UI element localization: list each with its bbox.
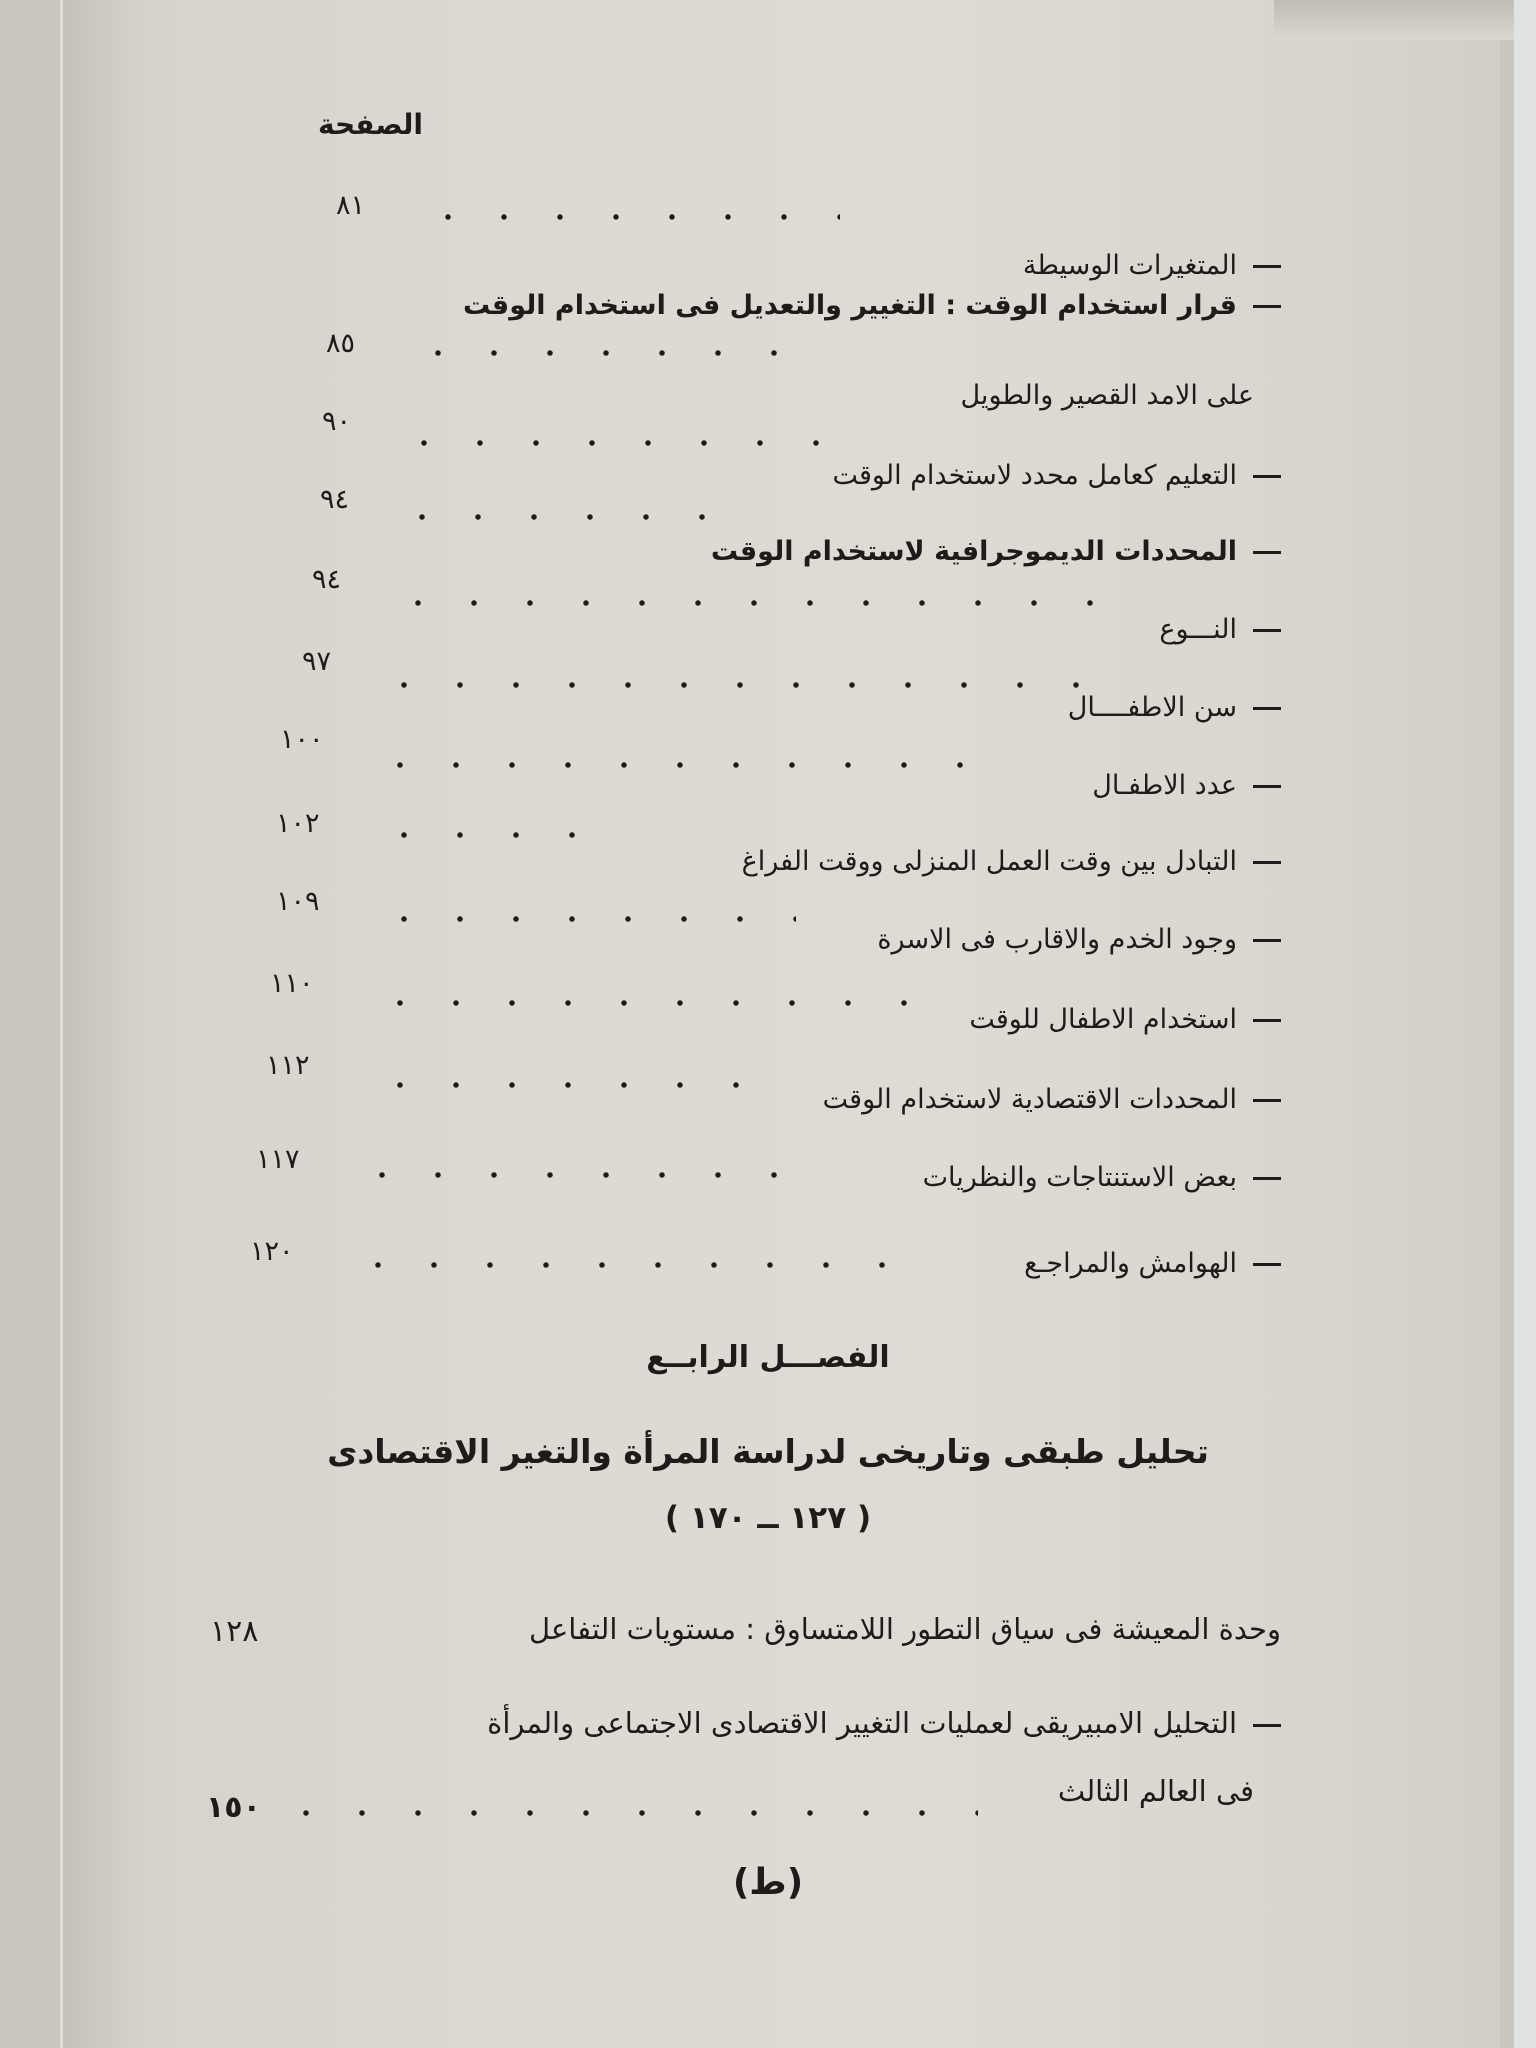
toc-entry-title: استخدام الاطفال للوقت xyxy=(969,1004,1281,1035)
dash-marker xyxy=(1253,707,1281,710)
toc-entry-title: وحدة المعيشة فى سياق التطور اللامتساوق : مستويات التفاعل xyxy=(529,1612,1281,1646)
page-folio: (ط) xyxy=(732,1862,804,1903)
toc-entry-title: سن الاطفــــال xyxy=(1068,692,1281,723)
toc-entry-title: المحددات الديموجرافية لاستخدام الوقت xyxy=(711,536,1281,567)
dotted-leader xyxy=(390,598,1130,608)
dash-marker xyxy=(1253,475,1281,478)
dash-marker xyxy=(1253,861,1281,864)
dash-marker xyxy=(1253,1724,1281,1727)
dotted-leader xyxy=(354,1170,794,1180)
toc-page-number: ٨٥ xyxy=(326,328,356,359)
page-corner-shadow xyxy=(1274,0,1514,40)
dotted-leader xyxy=(376,914,796,924)
toc-page-number: ٩٤ xyxy=(320,484,350,515)
dotted-leader xyxy=(350,1260,910,1270)
toc-entry-title: بعض الاستنتاجات والنظريات xyxy=(923,1162,1281,1193)
dotted-leader xyxy=(396,438,836,448)
page-fold-line xyxy=(60,0,63,2048)
toc-page-number: ١٠٢ xyxy=(276,808,320,839)
dash-marker xyxy=(1253,1099,1281,1102)
dash-marker xyxy=(1253,265,1281,268)
toc-entry-title: الهوامش والمراجـع xyxy=(1024,1248,1281,1279)
dotted-leader xyxy=(278,1808,978,1818)
dotted-leader xyxy=(420,212,840,222)
chapter-page-range: ( ١٢٧ ــ ١٧٠ ) xyxy=(664,1500,872,1536)
toc-page-number: ١١٧ xyxy=(256,1144,300,1175)
toc-entry-title: التبادل بين وقت العمل المنزلى ووقت الفراغ xyxy=(742,846,1281,877)
dash-marker xyxy=(1253,629,1281,632)
toc-entry-title: المحددات الاقتصادية لاستخدام الوقت xyxy=(823,1084,1281,1115)
dash-marker xyxy=(1253,939,1281,942)
chapter-title: تحليل طبقى وتاريخى لدراسة المرأة والتغير الاقتصادى xyxy=(327,1432,1209,1471)
toc-page-number: ١٢٠ xyxy=(250,1236,294,1267)
toc-entry-title: التعليم كعامل محدد لاستخدام الوقت xyxy=(833,460,1281,491)
dotted-leader xyxy=(394,512,734,522)
toc-entry-title-line1: قرار استخدام الوقت : التغيير والتعديل فى استخدام الوقت xyxy=(463,290,1281,321)
toc-entry-title: النـــوع xyxy=(1159,614,1281,645)
toc-page-number: ١١٠ xyxy=(270,968,314,999)
dash-marker xyxy=(1253,1019,1281,1022)
dotted-leader xyxy=(372,1080,762,1090)
toc-page-number: ٨١ xyxy=(336,190,366,221)
dash-marker xyxy=(1253,1263,1281,1266)
dash-marker xyxy=(1253,1177,1281,1180)
dotted-leader xyxy=(372,760,972,770)
dash-marker xyxy=(1253,551,1281,554)
chapter-label: الفصـــل الرابــع xyxy=(646,1340,890,1375)
toc-page-number: ٩٤ xyxy=(312,564,342,595)
toc-entry-title-line2: على الامد القصير والطويل xyxy=(960,380,1254,411)
dotted-leader xyxy=(372,998,922,1008)
dotted-leader xyxy=(410,348,800,358)
toc-entry-title-line2: فى العالم الثالث xyxy=(1057,1774,1254,1808)
background-edge xyxy=(1514,0,1536,2048)
toc-page-number: ١٠٩ xyxy=(276,886,320,917)
toc-page-number: ١٥٠ xyxy=(206,1790,261,1825)
toc-page-number: ٩٠ xyxy=(322,406,352,437)
toc-page-number: ١١٢ xyxy=(266,1050,310,1081)
dash-marker xyxy=(1253,785,1281,788)
toc-entry-title: عدد الاطفـال xyxy=(1092,770,1281,801)
dotted-leader xyxy=(376,680,1096,690)
dotted-leader xyxy=(376,830,606,840)
toc-page-number: ١٢٨ xyxy=(210,1614,259,1649)
toc-entry-title: المتغيرات الوسيطة xyxy=(1023,250,1281,281)
toc-page-number: ١٠٠ xyxy=(280,724,324,755)
dash-marker xyxy=(1253,305,1281,308)
toc-entry-title: وجود الخدم والاقارب فى الاسرة xyxy=(877,924,1281,955)
toc-page-number: ٩٧ xyxy=(302,646,332,677)
toc-entry-title-line1: التحليل الامبيريقى لعمليات التغيير الاقتصادى الاجتماعى والمرأة xyxy=(487,1706,1281,1740)
page-column-header: الصفحة xyxy=(318,108,424,141)
